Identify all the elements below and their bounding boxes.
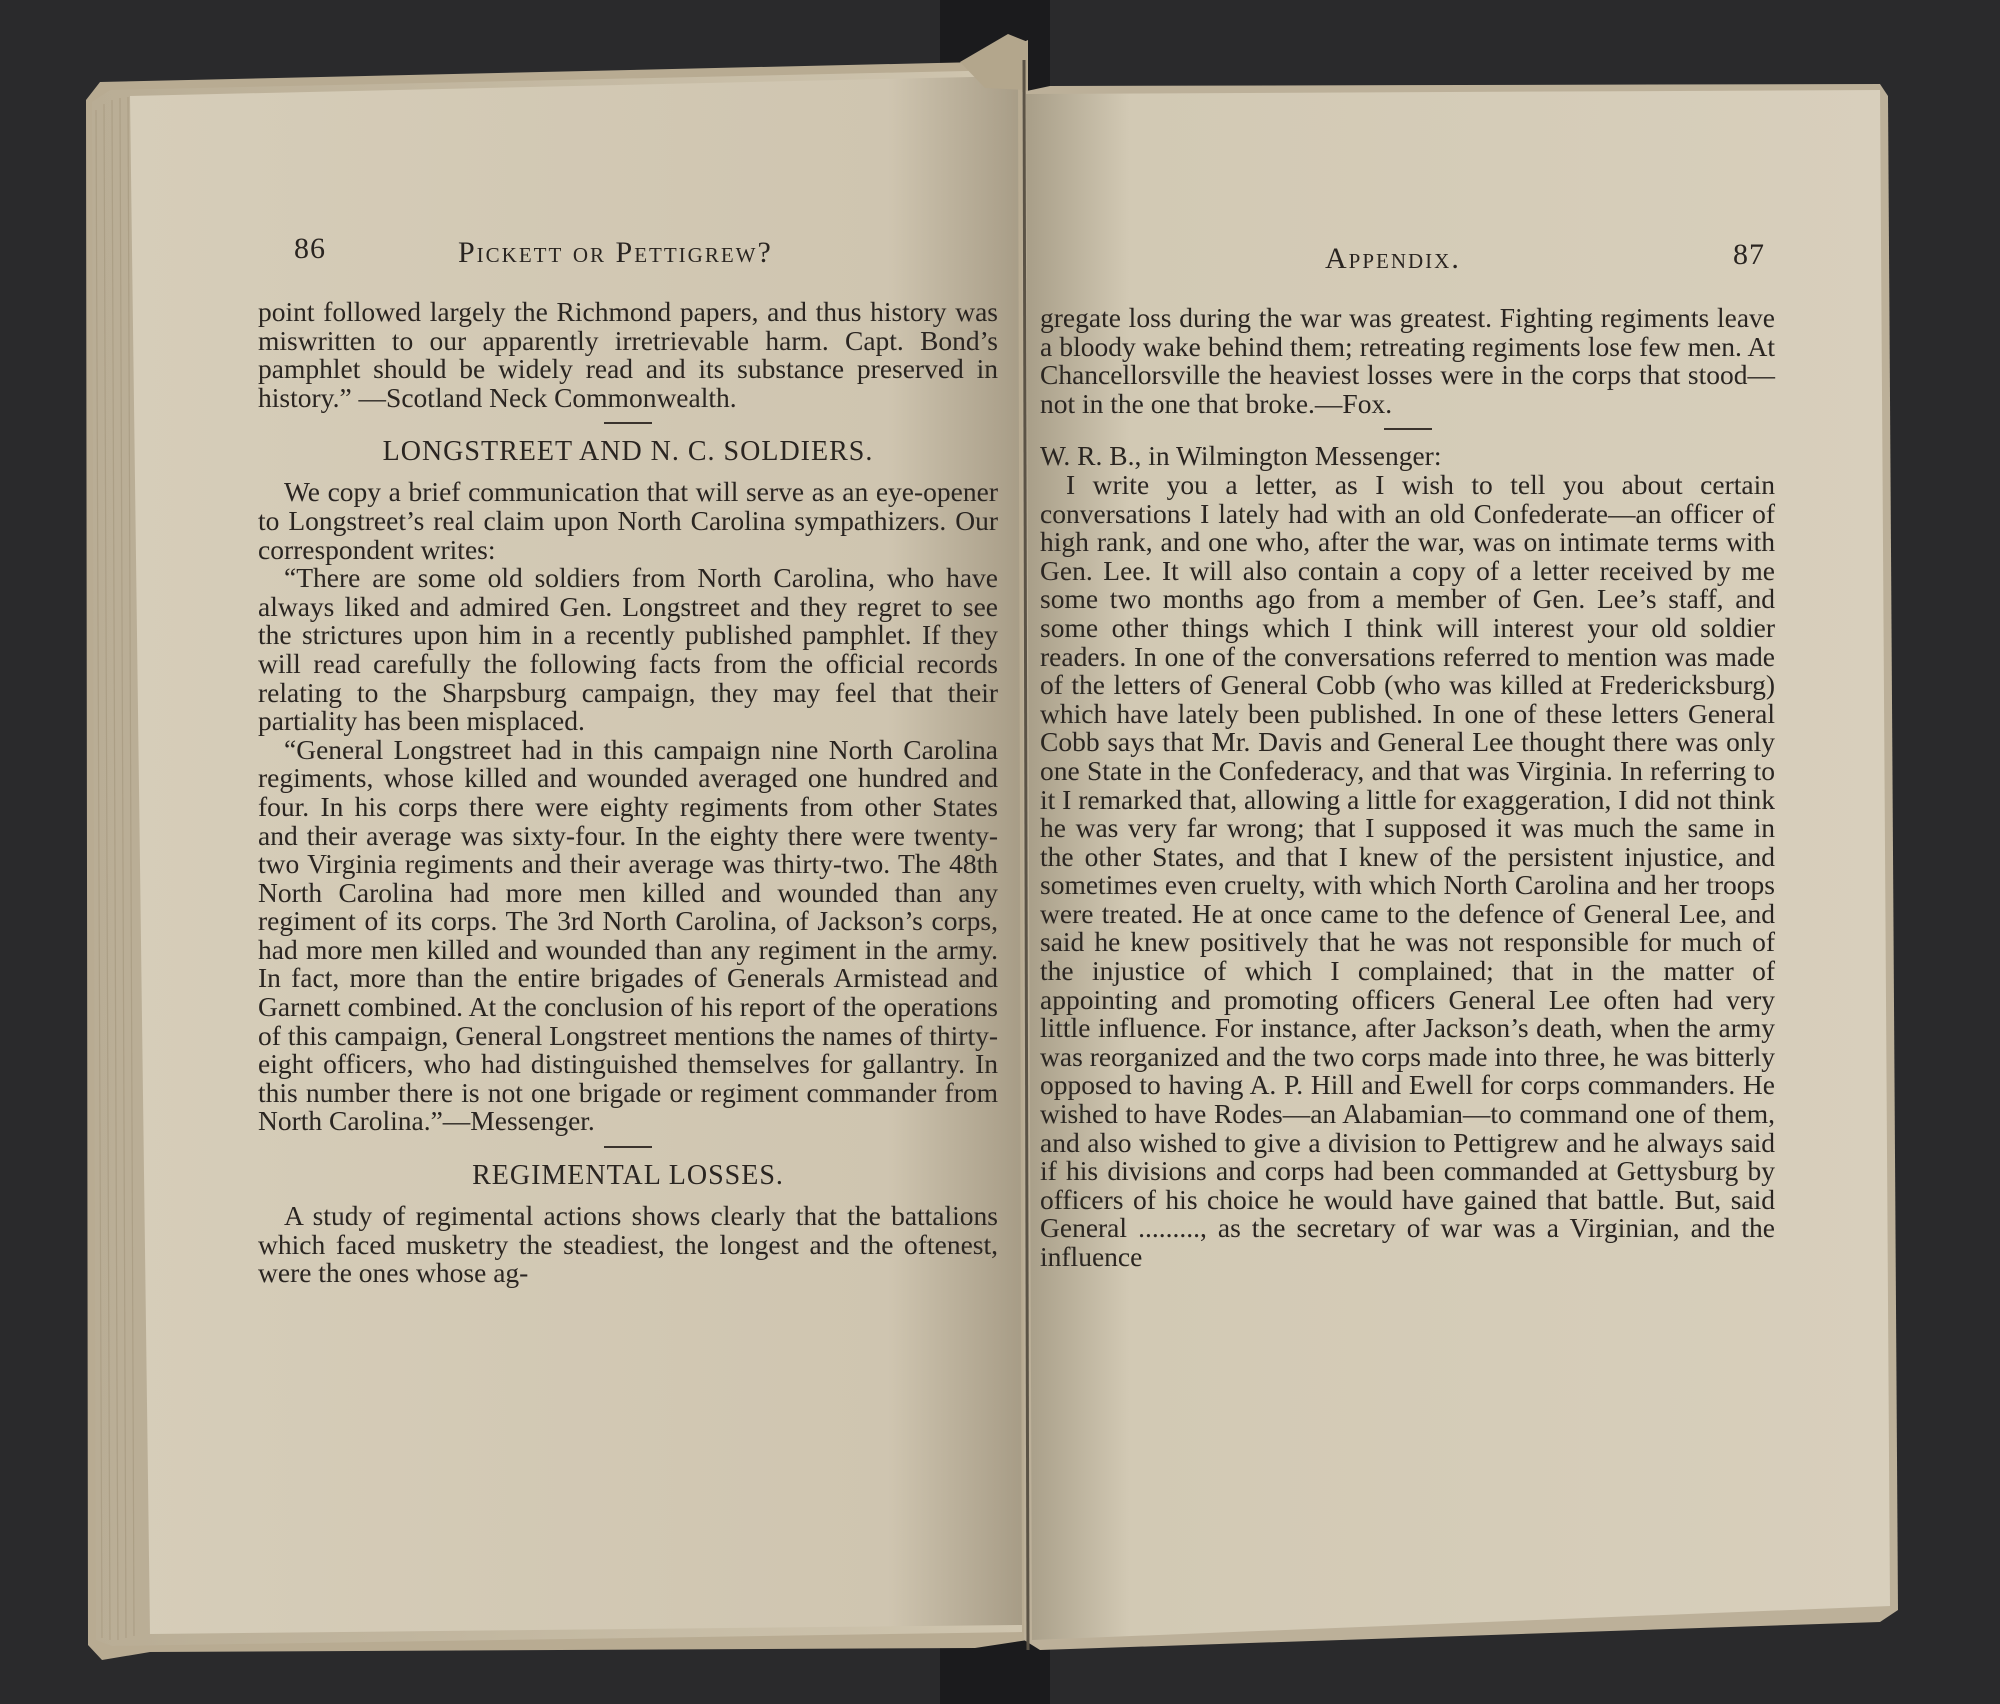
section-heading-regimental-losses: REGIMENTAL LOSSES. — [472, 1160, 784, 1192]
section-divider — [604, 1146, 652, 1148]
paragraph: A study of regimental actions shows clearly that the battalions which faced musketry the steadiest, the longest and the oftenest, were the ones whose ag- — [258, 1200, 998, 1289]
letter-byline: W. R. B., in Wilmington Messenger: — [1040, 440, 1442, 472]
section-divider — [604, 422, 652, 424]
section-divider — [1384, 428, 1432, 430]
left-running-title: Pickett or Pettigrew? — [458, 236, 773, 269]
paragraph: “There are some old soldiers from North Carolina, who have always liked and admired Gen. Longstreet and they regret to see the strictures upon him in a recently published pamphlet. If they will read carefully the following facts from the official records relating to the Sharpsburg campaign, they may feel that their partiality has been misplaced. — [258, 562, 998, 737]
right-page-number: 87 — [1733, 238, 1765, 271]
left-running-head — [258, 232, 998, 278]
left-page-text — [258, 232, 998, 1288]
paragraph: gregate loss during the war was greatest. Fighting regiments leave a bloody wake behind them; retreating regiments lose few men. At Chancellorsville the heaviest losses were in the corps that stood—not in the one that broke.—Fox. — [1040, 302, 1775, 419]
paragraph: I write you a letter, as I wish to tell you about certain conversations I lately had with an old Confederate—an officer of high rank, and one who, after the war, was on intimate terms with Gen. Lee. It will also contain a copy of a letter received by me some two months ago from a member of Gen. Lee’s staff, and some other things which I think will interest your old soldier readers. In one of the conversations referred to mention was made of the letters of General Cobb (who was killed at Fredericksburg) which have lately been published. In one of these letters General Cobb says that Mr. Davis and General Lee thought there was only one State in the Confederacy, and that was Virginia. In referring to it I remarked that, allowing a little for exaggeration, I did not think he was very far wrong; that I supposed it was much the same in the other States, and that I knew of the persistent injustice, and sometimes even cruelty, with which North Carolina and her troops were treated. He at once came to the defence of General Lee, and said he knew positively that he was not responsible for much of the injustice of which I complained; that in the matter of appointing and promoting officers General Lee often had very little influence. For instance, after Jackson’s death, when the army was reorganized and the two corps made into three, he was bitterly opposed to having A. P. Hill and Ewell for corps commanders. He wished to have Rodes—an Alabamian—to command one of them, and also wished to give a division to Pettigrew and he always said if his divisions and corps had been commanded at Gettysburg by officers of his choice he would have gained that battle. But, said General ........., as the secretary of war was a Virginian, and the influence — [1040, 468, 1775, 1272]
right-page-text — [1040, 238, 1775, 1272]
section-heading-longstreet: LONGSTREET AND N. C. SOLDIERS. — [382, 436, 874, 468]
paragraph: We copy a brief communication that will serve as an eye-opener to Longstreet’s real claim upon North Carolina sympathizers. Our correspondent writes: — [258, 476, 998, 565]
paragraph: point followed largely the Richmond papers, and thus history was miswritten to our apparently irretrievable harm. Capt. Bond’s pamphlet should be widely read and its substance preserved in history.” —Scotland Neck Commonwealth. — [258, 296, 998, 413]
right-running-title: Appendix. — [1325, 242, 1461, 275]
right-running-head — [1040, 238, 1775, 284]
left-page-number: 86 — [294, 232, 326, 265]
paragraph: “General Longstreet had in this campaign nine North Carolina regiments, whose killed and wounded averaged one hundred and four. In his corps there were eighty regiments from other States and their average was sixty-four. In the eighty there were twenty-two Virginia regiments and their average was thirty-two. The 48th North Carolina had more men killed and wounded than any regiment of its corps. The 3rd North Carolina, of Jackson’s corps, had more men killed and wounded than any regiment in the army. In fact, more than the entire brigades of Generals Armistead and Garnett combined. At the conclusion of his report of the operations of this campaign, General Longstreet mentions the names of thirty-eight officers, who had distinguished themselves for gallantry. In this number there is not one brigade or regiment commander from North Carolina.”—Messenger. — [258, 733, 998, 1137]
